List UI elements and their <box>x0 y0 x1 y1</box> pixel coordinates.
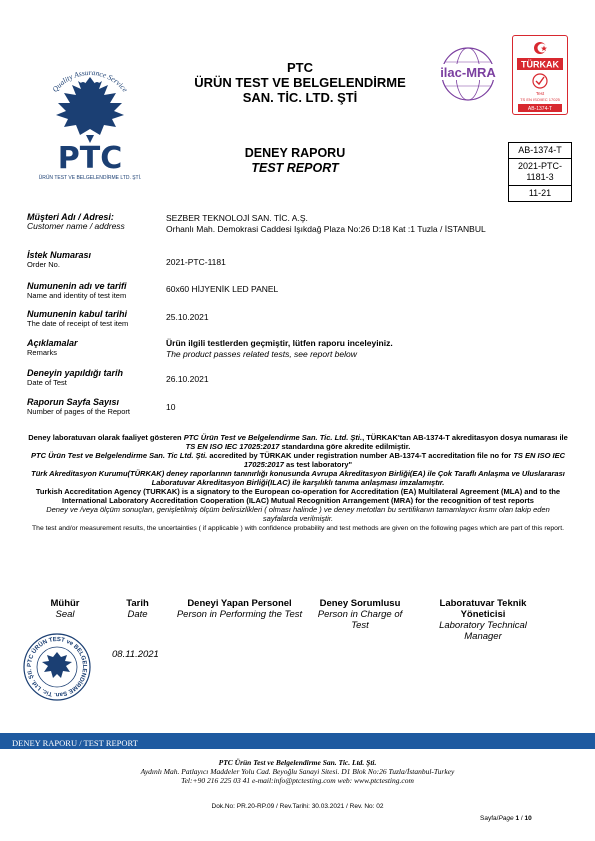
remarks-label-tr: Açıklamalar <box>27 338 78 348</box>
ilac-mra-logo <box>428 38 508 118</box>
sig-seal: Mühür Seal <box>50 598 80 620</box>
footer-company: PTC Ürün Test ve Belgelendirme San. Tic. Ltd. Şti. <box>218 758 377 767</box>
report-number: 2021-PTC-1181-3 <box>509 159 571 186</box>
receipt-value: 25.10.2021 <box>166 312 209 322</box>
report-title-en: TEST REPORT <box>251 161 339 175</box>
company-line-3: SAN. TİC. LTD. ŞTİ <box>242 90 358 105</box>
order-value: 2021-PTC-1181 <box>166 257 226 267</box>
turkak-logo <box>512 35 568 115</box>
note-1: Deney laboratuvarı olarak faaliyet gösteren PTC Ürün Test ve Belgelendirme San. Tic. Ltd. Şti., TÜRKAK'tan AB-1374-T akreditasyon dosya numarası ile TS EN ISO IEC 17025:2017 standardına göre akredite edilmiştir. <box>28 433 568 451</box>
note-6: The test and/or measurement results, the uncertainties ( if applicable ) with confidence probability and test methods are given on the following pages which are part of this report. <box>32 525 564 532</box>
sig-manager: Laboratuvar Teknik Yöneticisi Laboratory Technical Manager <box>439 598 527 642</box>
receipt-label <box>27 309 162 328</box>
company-name <box>150 60 450 105</box>
customer-name: SEZBER TEKNOLOJİ SAN. TİC. A.Ş. <box>166 213 308 223</box>
item-label-en: Name and identity of test item <box>27 291 127 300</box>
remarks-value <box>166 338 393 360</box>
page-number: Sayfa/Page 1 / 10 <box>480 815 532 822</box>
report-title-tr: DENEY RAPORU <box>244 146 346 160</box>
test-date-value: 26.10.2021 <box>166 374 209 384</box>
logo-caption: ÜRÜN TEST VE BELGELENDİRME LTD. ŞTİ. <box>38 175 142 181</box>
seal-ring-text: PTC ÜRÜN TEST ve BELGELENDİRME San. Tic. Ltd. Şti. <box>26 636 88 698</box>
company-seal <box>22 632 92 702</box>
pages-label-en: Number of pages of the Report <box>27 407 130 416</box>
remarks-en: The product passes related tests, see report below <box>166 349 357 359</box>
sig-in-charge: Deney Sorumlusu Person in Charge of Test <box>317 598 403 631</box>
customer-address: Orhanlı Mah. Demokrasi Caddesi Işıkdağ Plaza No:26 D:18 Kat :1 Tuzla / İSTANBUL <box>166 224 486 234</box>
receipt-label-tr: Numunenin kabul tarihi <box>27 309 128 319</box>
accreditation-notes <box>28 433 568 535</box>
report-period: 11-21 <box>528 188 552 198</box>
customer-value <box>166 213 486 235</box>
document-number: Dok.No: PR.20-RP.09 / Rev.Tarihi: 30.03.2021 / Rev. No: 02 <box>211 803 384 810</box>
test-date-label-tr: Deneyin yapıldığı tarih <box>27 368 124 378</box>
footer-bar <box>0 733 595 749</box>
sig-performer: Deneyi Yapan Personel Person in Performing the Test <box>176 598 303 620</box>
seal-stamp-icon <box>22 632 92 702</box>
logo-ring-text: Quality Assurance Service <box>50 67 130 94</box>
customer-label <box>27 212 162 231</box>
sign-date: 08.11.2021 <box>112 649 159 660</box>
turkak-text: TÜRKAK <box>521 59 559 70</box>
footer-bar-title: DENEY RAPORU / TEST REPORT <box>12 738 138 748</box>
order-label <box>27 250 162 269</box>
turkak-standard: TS EN ISO/IEC 17025 <box>520 97 560 102</box>
eagle-icon <box>34 55 146 181</box>
item-value: 60x60 HİJYENİK LED PANEL <box>166 284 279 294</box>
note-3: Türk Akreditasyon Kurumu(TÜRKAK) deney raporlarının tanınırlığı konusunda Avrupa Akreditasyon Birliği(EA) ile Çok Taraflı Anlaşma ve Uluslararası Laboratuvar Akreditasyon Birliği(ILAC) ile karşılıklı tanıma anlaşması imzalamıştır. <box>31 469 565 487</box>
company-line-2: ÜRÜN TEST VE BELGELENDİRME <box>194 75 406 90</box>
turkak-code: AB-1374-T <box>527 106 553 112</box>
customer-label-en: Customer name / address <box>27 221 125 231</box>
report-title <box>180 146 410 176</box>
logo-brand: PTC <box>57 141 123 176</box>
report-code-box <box>508 142 572 202</box>
order-label-tr: İstek Numarası <box>27 250 92 260</box>
company-line-1: PTC <box>287 60 313 75</box>
turkak-emblem-icon <box>513 36 567 114</box>
footer-contact: Tel:+90 216 225 03 41 e-mail:info@ptctesting.com web: www.ptctesting.com <box>181 776 414 785</box>
note-5: Deney ve /veya ölçüm sonuçları, genişletilmiş ölçüm belirsizlikleri ( olması halinde ) ve deney metotları bu sertifikanın tamamlayıcı kısmı olan takip eden sayfalarda verilmiştir. <box>46 505 550 523</box>
order-label-en: Order No. <box>27 260 60 269</box>
test-date-label <box>27 368 162 387</box>
footer-street: Aydınlı Mah. Patlayıcı Maddeler Yolu Cad. Beyoğlu Sanayi Sitesi. D1 Blok No:26 Tuzla/İstanbul-Turkey <box>140 767 455 776</box>
customer-label-tr: Müşteri Adı / Adresi: <box>27 212 114 222</box>
receipt-label-en: The date of receipt of test item <box>27 319 129 328</box>
remarks-tr: Ürün ilgili testlerden geçmiştir, lütfen raporu inceleyiniz. <box>166 338 393 348</box>
note-4: Turkish Accreditation Agency (TURKAK) is a signatory to the European co-operation for Accreditation (EA) Multilateral Agreement (MLA) and to the International Laboratory Accreditation Cooperation (ILAC) Mutual Recognition Arrangement (MRA) for the recognition of test reports <box>35 487 561 505</box>
pages-label <box>27 397 162 416</box>
turkak-test-label: Test <box>535 91 545 96</box>
accreditation-code: AB-1374-T <box>509 143 571 159</box>
item-label <box>27 281 162 300</box>
footer-address <box>60 758 535 785</box>
remarks-label <box>27 338 162 357</box>
remarks-label-en: Remarks <box>27 348 58 357</box>
item-label-tr: Numunenin adı ve tarifi <box>27 281 127 291</box>
note-2: PTC Ürün Test ve Belgelendirme San. Tic Ltd. Şti. accredited by TÜRKAK under registration number AB-1374-T accreditation file no for TS EN ISO IEC 17025:2017 as test laboratory" <box>30 451 565 469</box>
ptc-logo <box>34 55 146 181</box>
test-date-label-en: Date of Test <box>27 378 67 387</box>
ilac-globe-icon <box>428 38 508 118</box>
ilac-text: ilac-MRA <box>440 65 496 80</box>
sig-date: Tarih Date <box>126 598 149 620</box>
pages-value: 10 <box>166 402 176 412</box>
pages-label-tr: Raporun Sayfa Sayısı <box>27 397 120 407</box>
